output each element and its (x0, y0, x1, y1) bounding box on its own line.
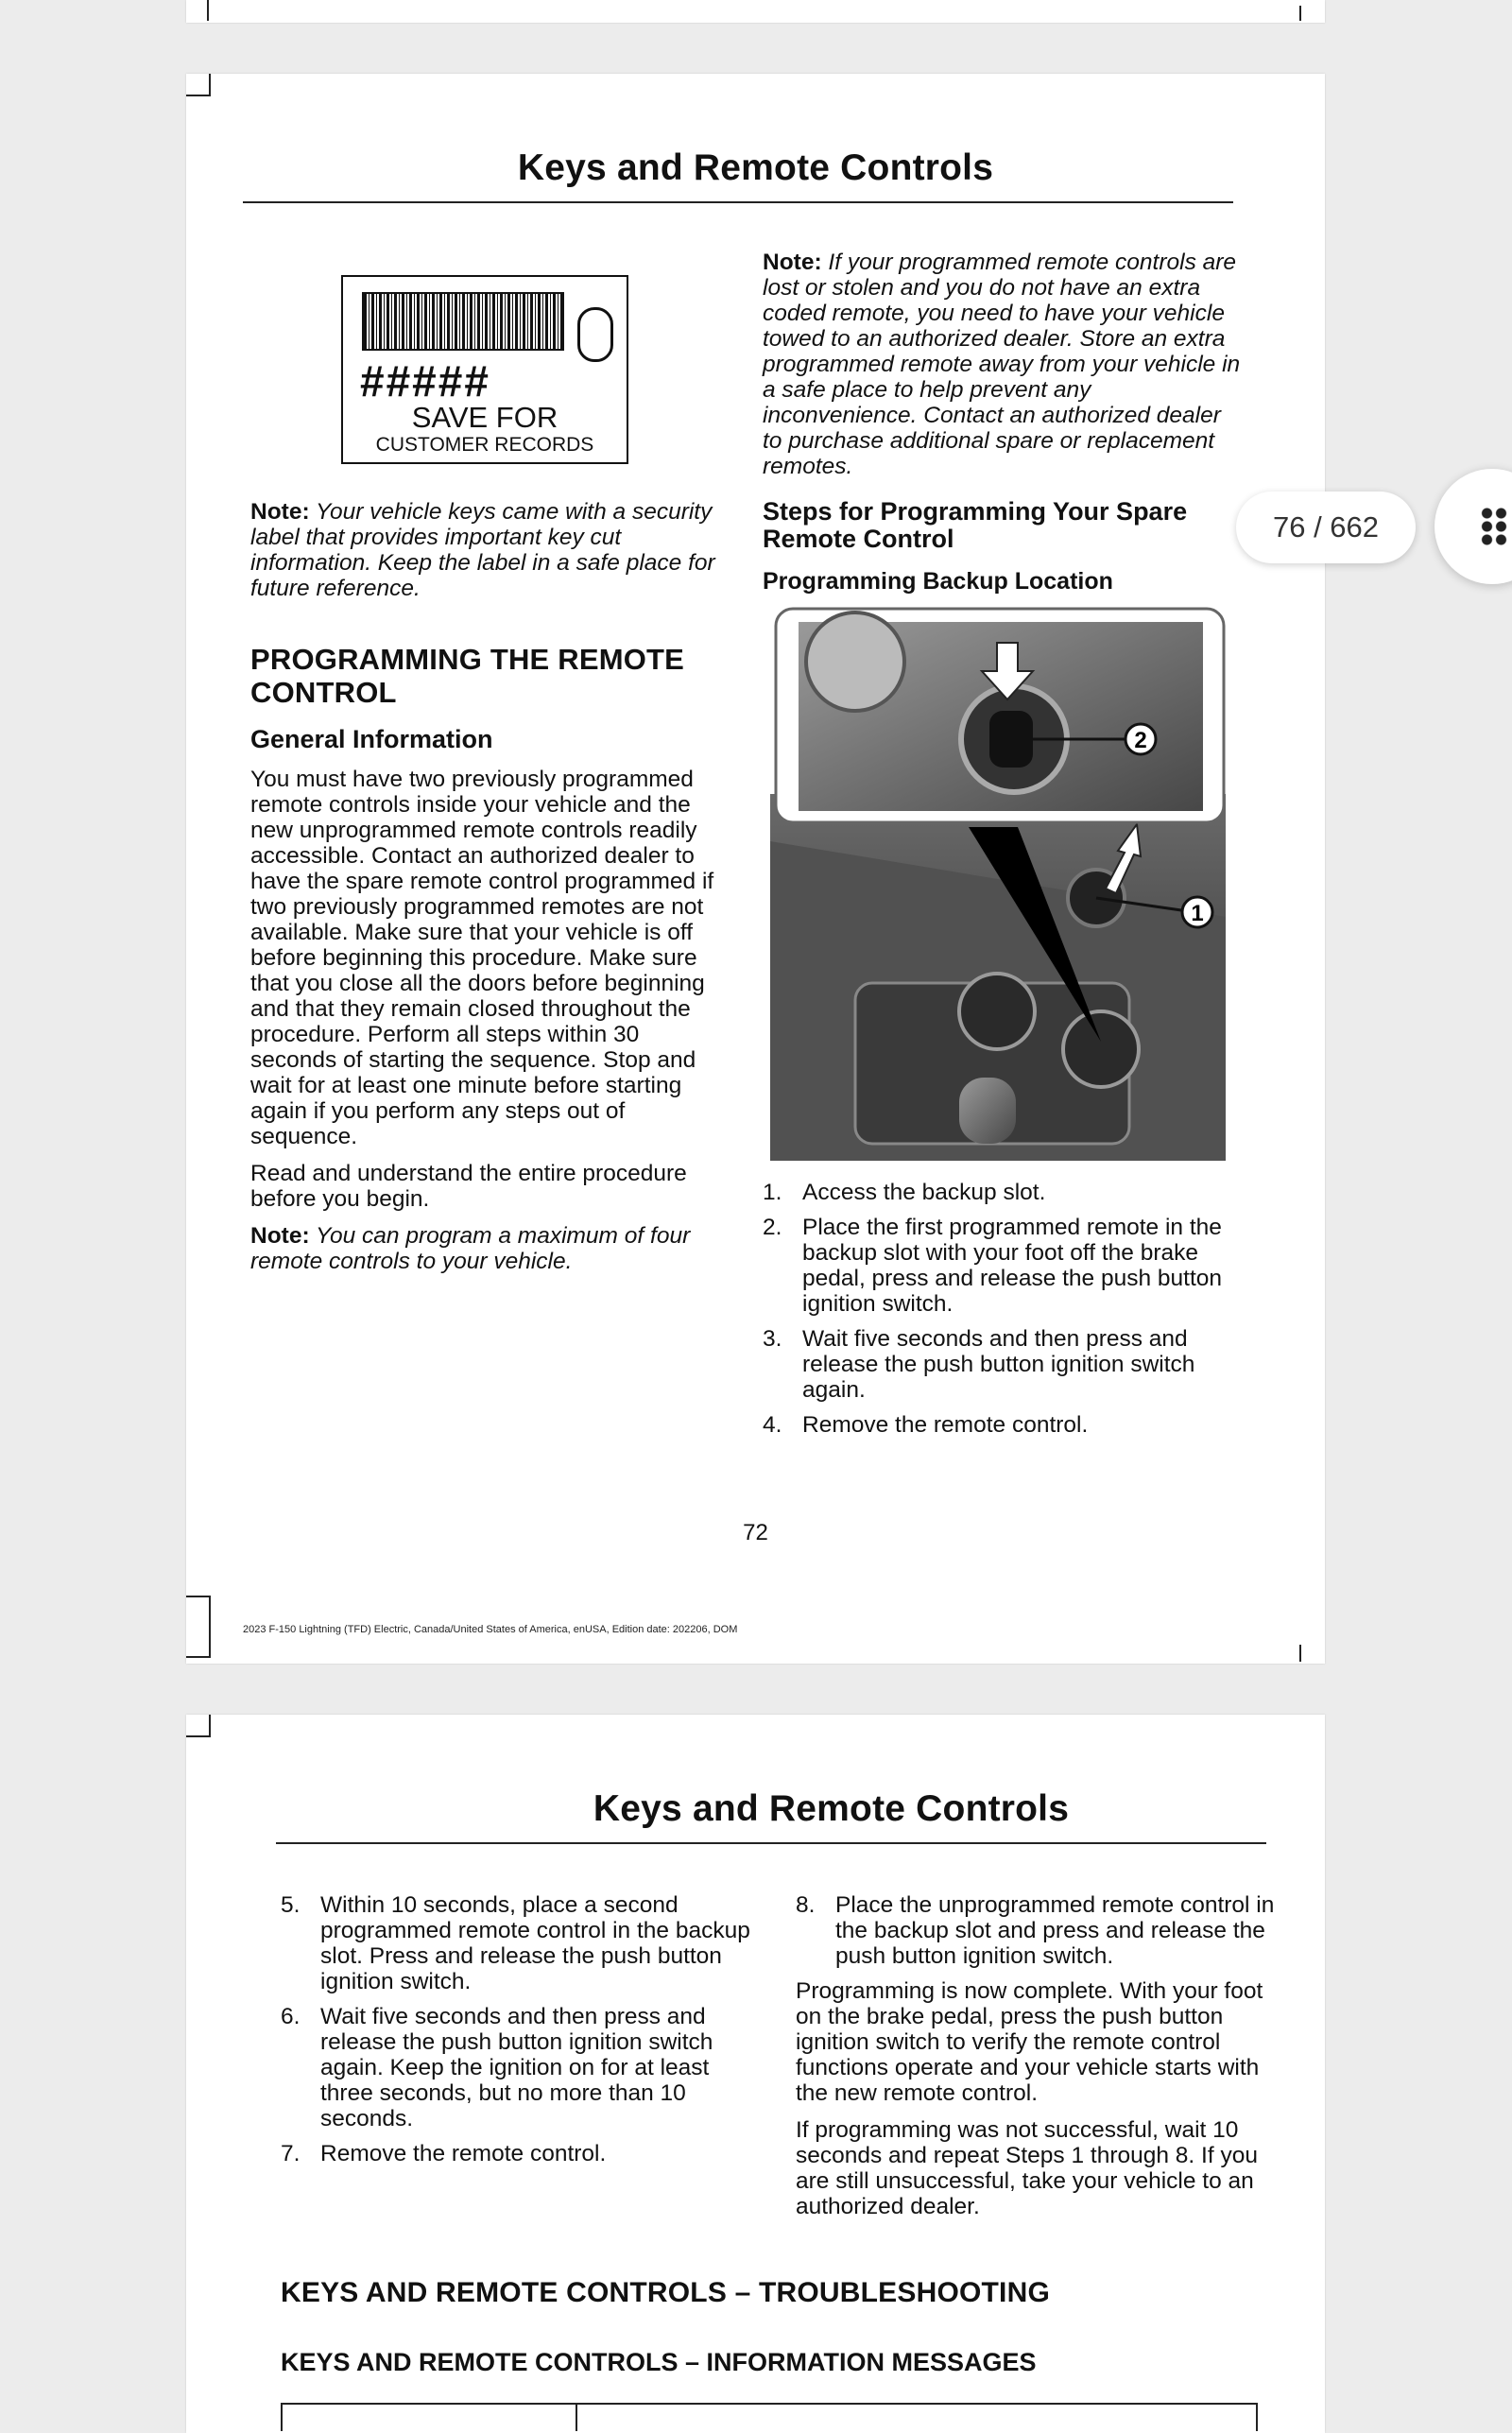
messages-table-top (281, 2403, 1258, 2405)
step-text: Wait five seconds and then press and release the push button ignition switch again. Keep the ignition on for at least three seconds, but no more than 10 seconds. (320, 2004, 713, 2131)
backup-slot-illustration (770, 605, 1233, 1163)
list-item (763, 1412, 1245, 1438)
heading-information-messages: KEYS AND REMOTE CONTROLS – INFORMATION MESSAGES (281, 2348, 1037, 2376)
crop-mark (186, 1735, 211, 1737)
crop-mark (209, 74, 211, 96)
step-text: Place the first programmed remote in the backup slot with your foot off the brake pedal, press and release the push button ignition switch. (802, 1215, 1223, 1317)
barcode-graphic (362, 292, 564, 351)
title-rule (276, 1842, 1266, 1844)
heading-troubleshooting: KEYS AND REMOTE CONTROLS – TROUBLESHOOTING (281, 2277, 1050, 2308)
paragraph-general-information: You must have two previously programmed remote controls inside your vehicle and the new unprogrammed remote controls readily accessible. Contact an authorized dealer to have the spare remote control programmed if two previously programmed remotes are not available. Make sure that your vehicle is off before beginning this procedure. Make sure that you close all the doors before beginning and that they remain closed throughout the procedure. Perform all steps within 30 seconds of starting the sequence. Stop and wait for at least one minute before starting again if you perform any steps out of sequence. (250, 767, 714, 1149)
crop-mark (1299, 6, 1301, 21)
list-item (763, 1180, 1245, 1205)
list-item (796, 1892, 1278, 1969)
messages-table-divider (576, 2403, 577, 2431)
step-text: Access the backup slot. (802, 1180, 1046, 1205)
page-counter: 76 / 662 (1236, 492, 1416, 563)
troubleshooting-section (281, 2276, 1282, 2389)
page-footer: 2023 F-150 Lightning (TFD) Electric, Canada/United States of America, enUSA, Edition date: 202206, DOM (243, 1624, 738, 1635)
list-item (281, 1892, 753, 1994)
step-number: 8. (796, 1892, 816, 1918)
step-text: Wait five seconds and then press and release the push button ignition switch again. (802, 1326, 1195, 1403)
step-number: 4. (763, 1412, 782, 1438)
callout-1-number: 1 (1191, 901, 1204, 926)
paragraph-not-successful: If programming was not successful, wait 10 seconds and repeat Steps 1 through 8. If you are still unsuccessful, take your vehicle to an authorized dealer. (796, 2117, 1258, 2219)
section-heading: PROGRAMMING THE REMOTE CONTROL (250, 643, 685, 709)
left-column (281, 1892, 753, 2176)
crop-mark (1299, 1645, 1301, 1662)
list-item (281, 2141, 753, 2166)
page-title: Keys and Remote Controls (517, 147, 994, 188)
security-label-image (341, 275, 628, 464)
messages-table-divider (1256, 2403, 1258, 2431)
crop-mark (186, 1656, 211, 1658)
crop-mark (207, 0, 209, 21)
step-number: 6. (281, 2004, 301, 2029)
key-code-placeholder: ##### (360, 356, 490, 406)
note-lost-remotes: Note: If your programmed remote controls are lost or stolen and you do not have an extra coded remote, you need to have your vehicle towed to an authorized dealer. Store an extra programmed remote away from your vehicle in a safe place to help prevent any inconvenience. Contact an authorized dealer to purchase additional spare or replacement remotes. (763, 250, 1241, 479)
label-customer-records: CUSTOMER RECORDS (375, 434, 594, 456)
crop-mark (186, 95, 211, 96)
step-text: Place the unprogrammed remote control in the backup slot and press and release the push button ignition switch. (835, 1892, 1275, 1969)
page-title: Keys and Remote Controls (593, 1788, 1070, 1829)
subheading-backup-location: Programming Backup Location (763, 568, 1113, 595)
step-number: 7. (281, 2141, 301, 2166)
step-number: 2. (763, 1215, 782, 1240)
right-column (763, 250, 1245, 608)
programming-steps-list-continued (281, 1892, 753, 2166)
programming-steps-list (763, 1180, 1245, 1438)
note-security-label: Note: Your vehicle keys came with a security label that provides important key cut information. Keep the label in a safe place for future reference. (250, 499, 715, 601)
subheading-general-information: General Information (250, 725, 493, 753)
programming-step-8 (796, 1892, 1278, 1969)
step-number: 1. (763, 1180, 782, 1205)
step-number: 5. (281, 1892, 301, 1918)
crop-mark (209, 1596, 211, 1656)
page-number: 72 (743, 1520, 768, 1545)
drag-handle-icon (1480, 507, 1508, 546)
paragraph-read-procedure: Read and understand the entire procedure before you begin. (250, 1161, 687, 1212)
crop-mark (209, 1715, 211, 1737)
note-max-remotes: Note: You can program a maximum of four remote controls to your vehicle. (250, 1223, 691, 1274)
step-text: Remove the remote control. (802, 1412, 1089, 1438)
step-text: Remove the remote control. (320, 2141, 607, 2166)
right-column (796, 1892, 1278, 2231)
crop-mark (186, 1596, 211, 1597)
heading-programming-steps: Steps for Programming Your Spare Remote Control (763, 497, 1188, 553)
list-item (763, 1326, 1245, 1403)
key-ring-hole (577, 307, 613, 362)
previous-page-tail (186, 0, 1325, 23)
paragraph-programming-complete: Programming is now complete. With your foot on the brake pedal, press the push button ignition switch to verify the remote control functions operate and your vehicle starts with the new remote control. (796, 1978, 1263, 2106)
step-number: 3. (763, 1326, 782, 1352)
document-page-73 (186, 1715, 1325, 2433)
list-item (281, 2004, 753, 2131)
callout-2-number: 2 (1134, 728, 1147, 753)
list-item (763, 1215, 1245, 1317)
cupholder-right (1063, 1011, 1139, 1087)
title-rule (243, 201, 1233, 203)
cupholder-left (959, 974, 1035, 1049)
label-save-for: SAVE FOR (411, 401, 558, 434)
scroll-grip-button[interactable] (1435, 469, 1512, 584)
left-column (250, 499, 723, 1286)
inset-cupholder (806, 613, 904, 711)
right-steps (763, 1180, 1245, 1447)
step-text: Within 10 seconds, place a second programmed remote control in the backup slot. Press and release the push button ignition switch. (320, 1892, 750, 1994)
messages-table-divider (281, 2403, 283, 2431)
gear-shifter (959, 1078, 1016, 1144)
document-page-72 (186, 74, 1325, 1664)
